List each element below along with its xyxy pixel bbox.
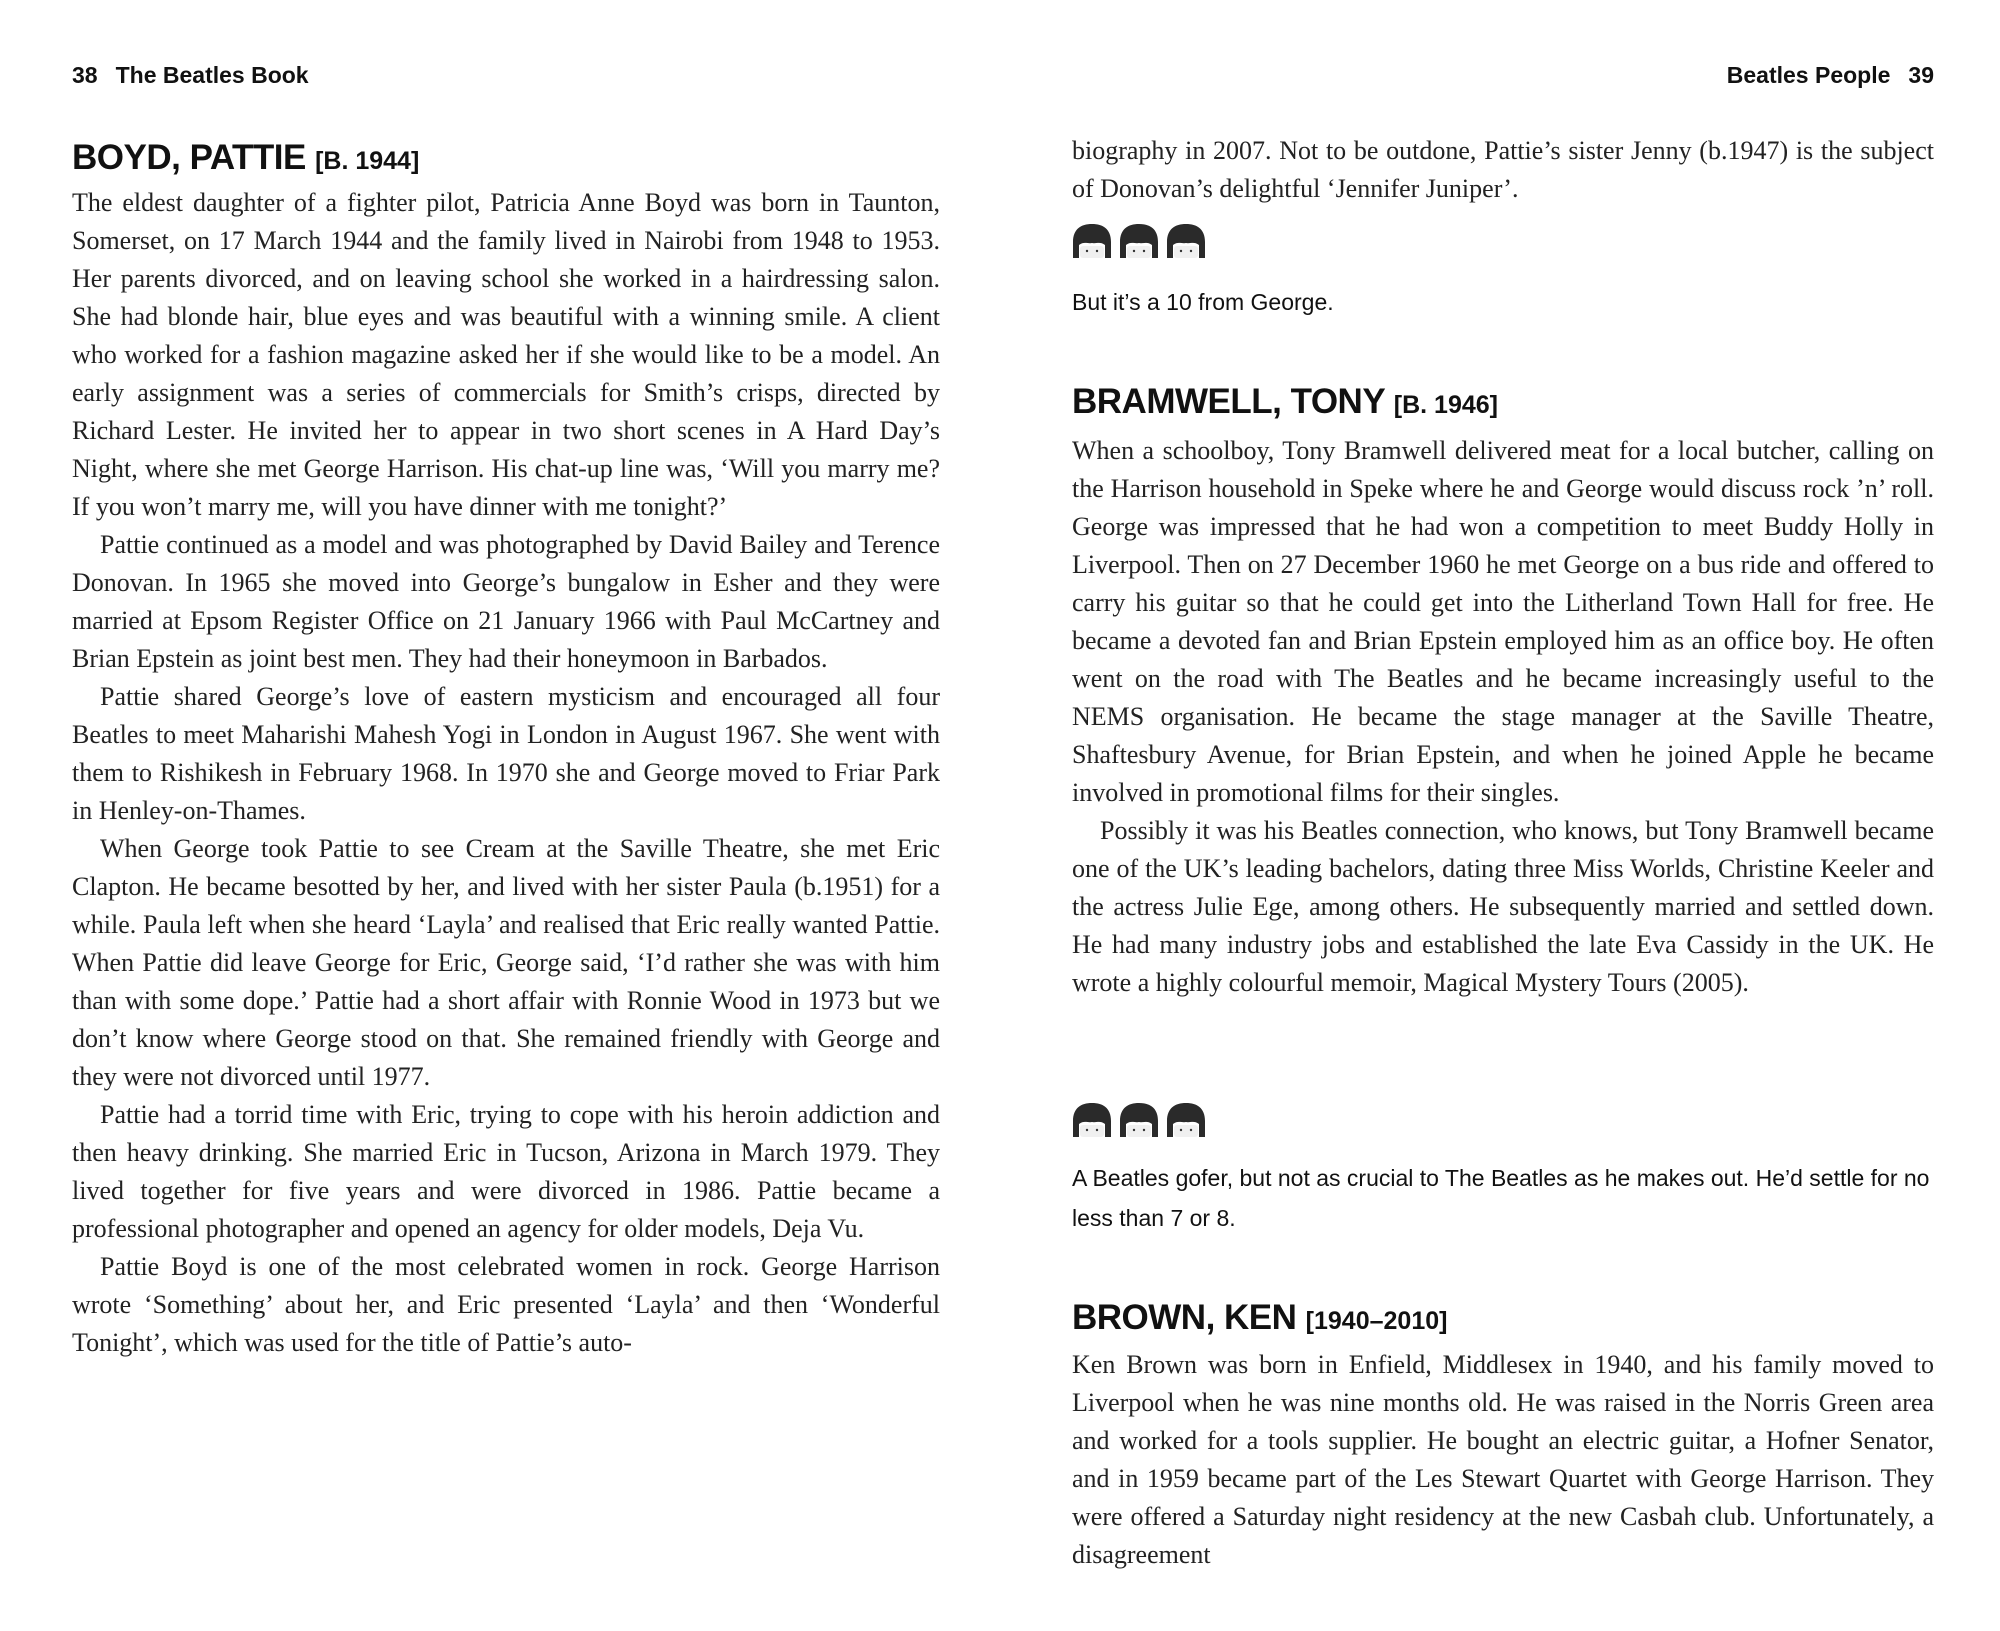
beatle-head-icon — [1120, 224, 1158, 258]
beatle-head-icon — [1073, 1103, 1111, 1137]
entry-heading-boyd — [72, 138, 419, 178]
paragraph: Pattie had a torrid time with Eric, trying to cope with his heroin addiction and then heavy drinking. She married Eric in Tucson, Arizona in March 1979. They lived together for five years and were divorced in 1986. Pattie became a professional photographer and opened an agency for older models, Deja Vu. — [72, 1100, 940, 1243]
beatle-head-icon — [1120, 1103, 1158, 1137]
entry-name: BOYD, PATTIE — [72, 138, 306, 177]
entry-heading-brown — [1072, 1298, 1447, 1338]
beatle-head-icon — [1167, 1103, 1205, 1137]
section-title: Beatles People — [1726, 62, 1891, 88]
entry-name: BRAMWELL, TONY — [1072, 382, 1385, 421]
paragraph: Pattie Boyd is one of the most celebrated women in rock. George Harrison wrote ‘Something’ about her, and Eric presented ‘Layla’ and then ‘Wonderful Tonight’, which was used for the title of Pattie’s auto- — [72, 1252, 940, 1357]
bramwell-body — [1072, 432, 1934, 1002]
entry-dates: [B. 1944] — [315, 147, 420, 175]
paragraph: Ken Brown was born in Enfield, Middlesex in 1940, and his family moved to Liverpool when he was nine months old. He was raised in the Norris Green area and worked for a tools supplier. He bought an electric guitar, a Hofner Senator, and in 1959 became part of the Les Stewart Quartet with George Harrison. They were offered a Saturday night residency at the new Casbah club. Unfortunately, a disagreement — [1072, 1350, 1934, 1569]
right-page — [1000, 0, 2000, 1631]
brown-body — [1072, 1346, 1934, 1574]
entry-dates: [B. 1946] — [1393, 391, 1498, 419]
boyd-body — [72, 184, 940, 1362]
boyd-verdict: But it’s a 10 from George. — [1072, 289, 1334, 315]
paragraph: When George took Pattie to see Cream at the Saville Theatre, she met Eric Clapton. He became besotted by her, and lived with her sister Paula (b.1951) for a while. Paula left when she heard ‘Layla’ and realised that Eric really wanted Pattie. When Pattie did leave George for Eric, George said, ‘I’d rather she was with him than with some dope.’ Pattie had a short affair with Ronnie Wood in 1973 but we don’t know where George stood on that. She remained friendly with George and they were not divorced until 1977. — [72, 834, 940, 1091]
book-title: The Beatles Book — [115, 62, 309, 88]
running-head-left — [72, 62, 309, 89]
paragraph: Pattie shared George’s love of eastern mysticism and encouraged all four Beatles to meet Maharishi Mahesh Yogi in London in August 1967. She went with them to Rishikesh in February 1968. In 1970 she and George moved to Friar Park in Henley-on-Thames. — [72, 682, 940, 825]
bramwell-rating — [1072, 1103, 1232, 1137]
boyd-rating — [1072, 224, 1232, 258]
boyd-continuation — [1072, 132, 1934, 208]
paragraph: Pattie continued as a model and was photographed by David Bailey and Terence Donovan. In 1965 she moved into George’s bungalow in Esher and they were married at Epsom Register Office on 21 January 1966 with Paul McCartney and Brian Epstein as joint best men. They had their honeymoon in Barbados. — [72, 530, 940, 673]
paragraph: The eldest daughter of a fighter pilot, Patricia Anne Boyd was born in Taunton, Somerset, on 17 March 1944 and the family lived in Nairobi from 1948 to 1953. Her parents divorced, and on leaving school she worked in a hairdressing salon. She had blonde hair, blue eyes and was beautiful with a winning smile. A client who worked for a fashion magazine asked her if she would like to be a model. An early assignment was a series of commercials for Smith’s crisps, directed by Richard Lester. He invited her to appear in two short scenes in A Hard Day’s Night, where she met George Harrison. His chat-up line was, ‘Will you marry me? If you won’t marry me, will you have dinner with me tonight?’ — [72, 188, 940, 521]
running-head-right — [1727, 62, 1934, 89]
page-number-right: 39 — [1908, 62, 1934, 88]
paragraph: When a schoolboy, Tony Bramwell delivered meat for a local butcher, calling on the Harrison household in Speke where he and George would discuss rock ’n’ roll. George was impressed that he had won a competition to meet Buddy Holly in Liverpool. Then on 27 December 1960 he met George on a bus ride and offered to carry his guitar so that he could get into the Litherland Town Hall for free. He became a devoted fan and Brian Epstein employed him as an office boy. He often went on the road with The Beatles and he became increasingly useful to the NEMS organisation. He became the stage manager at the Saville Theatre, Shaftesbury Avenue, for Brian Epstein, and when he joined Apple he became involved in promotional films for their singles. — [1072, 436, 1934, 807]
entry-name: BROWN, KEN — [1072, 1298, 1297, 1337]
entry-dates: [1940–2010] — [1305, 1307, 1448, 1335]
bramwell-verdict: A Beatles gofer, but not as crucial to The Beatles as he makes out. He’d settle for no less than 7 or 8. — [1072, 1165, 1930, 1231]
paragraph: biography in 2007. Not to be outdone, Pattie’s sister Jenny (b.1947) is the subject of Donovan’s delightful ‘Jennifer Juniper’. — [1072, 136, 1934, 203]
beatle-head-icon — [1073, 224, 1111, 258]
paragraph: Possibly it was his Beatles connection, who knows, but Tony Bramwell became one of the UK’s leading bachelors, dating three Miss Worlds, Christine Keeler and the actress Julie Ege, among others. He subsequently married and settled down. He had many industry jobs and established the late Eva Cassidy in the UK. He wrote a highly colourful memoir, Magical Mystery Tours (2005). — [1072, 816, 1934, 997]
beatle-head-icon — [1167, 224, 1205, 258]
entry-heading-bramwell — [1072, 382, 1498, 422]
page-number-left: 38 — [72, 62, 98, 88]
